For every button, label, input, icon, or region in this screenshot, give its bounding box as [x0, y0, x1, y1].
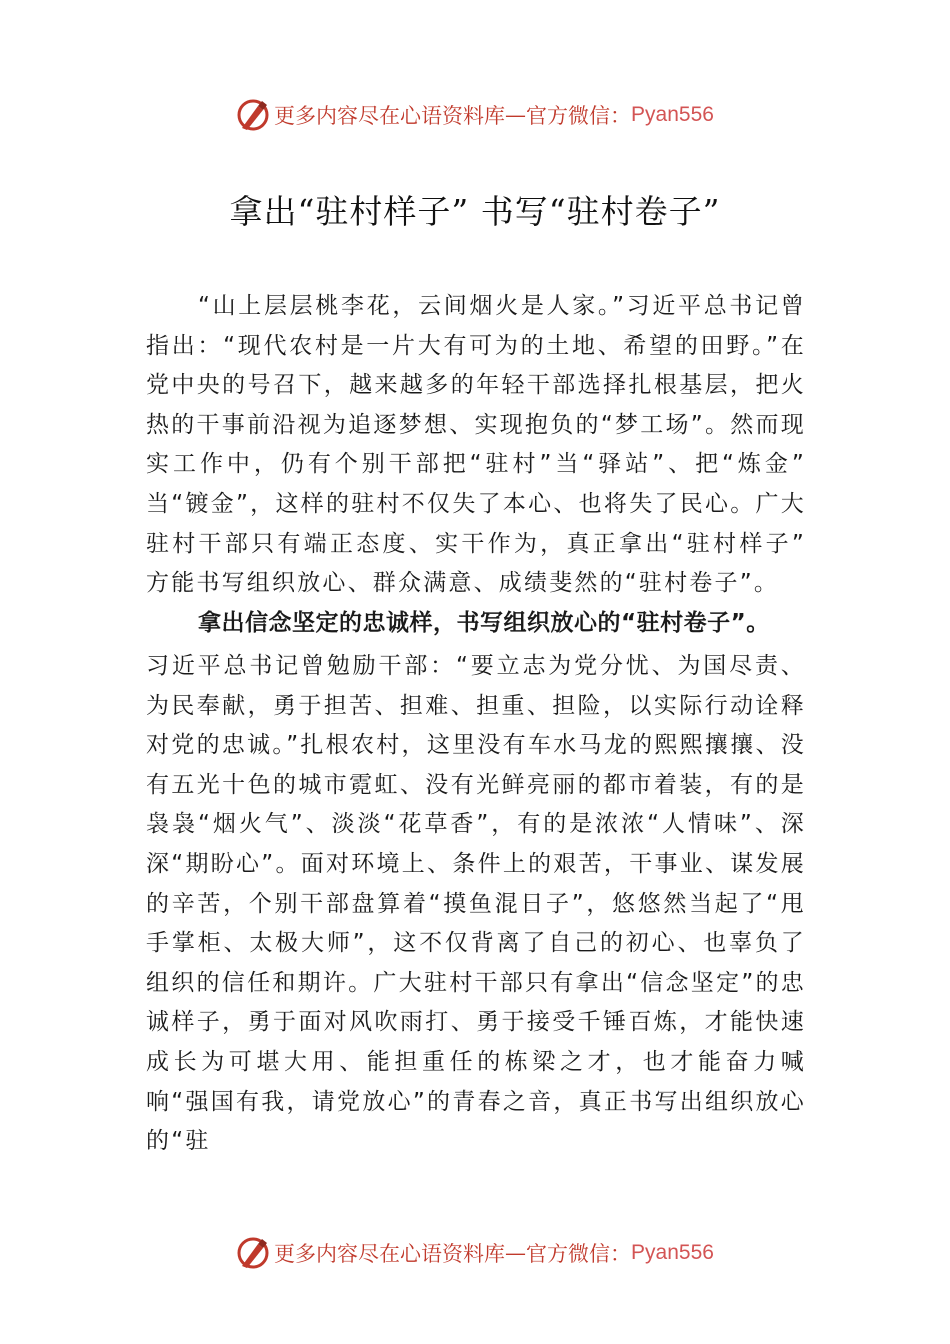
watermark-dash: —	[505, 1241, 527, 1265]
paragraph-section-1: 习近平总书记曾勉励干部：“要立志为党分忧、为国尽责、为民奉献，勇于担苦、担难、担重、担险，以实际行动诠释对党的忠诚。”扎根农村，这里没有车水马龙的熙熙攘攘、没有五光十色的城市霓虹、没有光鲜亮丽的都市着装，有的是袅袅“烟火气”、淡淡“花草香”，有的是浓浓“人情味”、深深“期盼心”。面对环境上、条件上的艰苦，干事业、谋发展的辛苦，个别干部盘算着“摸鱼混日子”，悠悠然当起了“甩手掌柜、太极大师”，这不仅背离了自己的初心、也辜负了组织的信任和期许。广大驻村干部只有拿出“信念坚定”的忠诚样子，勇于面对风吹雨打、勇于接受千锤百炼，才能快速成长为可堪大用、能担重任的栋梁之才，也才能奋力喊响“强国有我，请党放心”的青春之音，真正书写出组织放心的“驻	[146, 653, 806, 1155]
paragraph-intro: “山上层层桃李花，云间烟火是人家。”习近平总书记曾指出：“现代农村是一片大有可为的土地、希望的田野。”在党中央的号召下，越来越多的年轻干部选择扎根基层，把火热的干事前沿视为追逐梦想、实现抱负的“梦工场”。然而现实工作中，仍有个别干部把“驻村”当“驿站”、把“炼金” 当“镀金”，这样的驻村不仅失了本心、也将失了民心。广大驻村干部只有端正态度、实干作为，真正拿出“驻村样子” 方能书写组织放心、群众满意、成绩斐然的“驻村卷子”。	[146, 293, 806, 597]
watermark-dash: —	[505, 103, 527, 127]
watermark-wechat-id: Pyan556	[631, 103, 714, 126]
footer-watermark	[0, 1233, 950, 1273]
watermark-wechat-label: 官方微信：	[526, 104, 632, 128]
pen-circle-logo-icon	[236, 98, 270, 132]
document-title: 拿出“驻村样子” 书写“驻村卷子”	[229, 192, 721, 231]
watermark-wechat-label: 官方微信：	[526, 1242, 632, 1266]
pen-circle-logo-icon	[236, 1236, 270, 1270]
watermark-wechat-id: Pyan556	[631, 1241, 714, 1264]
section-heading: 拿出信念坚定的忠诚样，书写组织放心的“驻村卷子”。	[198, 610, 770, 636]
watermark-text: 更多内容尽在心语资料库	[274, 104, 506, 128]
header-watermark	[0, 95, 950, 135]
watermark-text: 更多内容尽在心语资料库	[274, 1242, 506, 1266]
